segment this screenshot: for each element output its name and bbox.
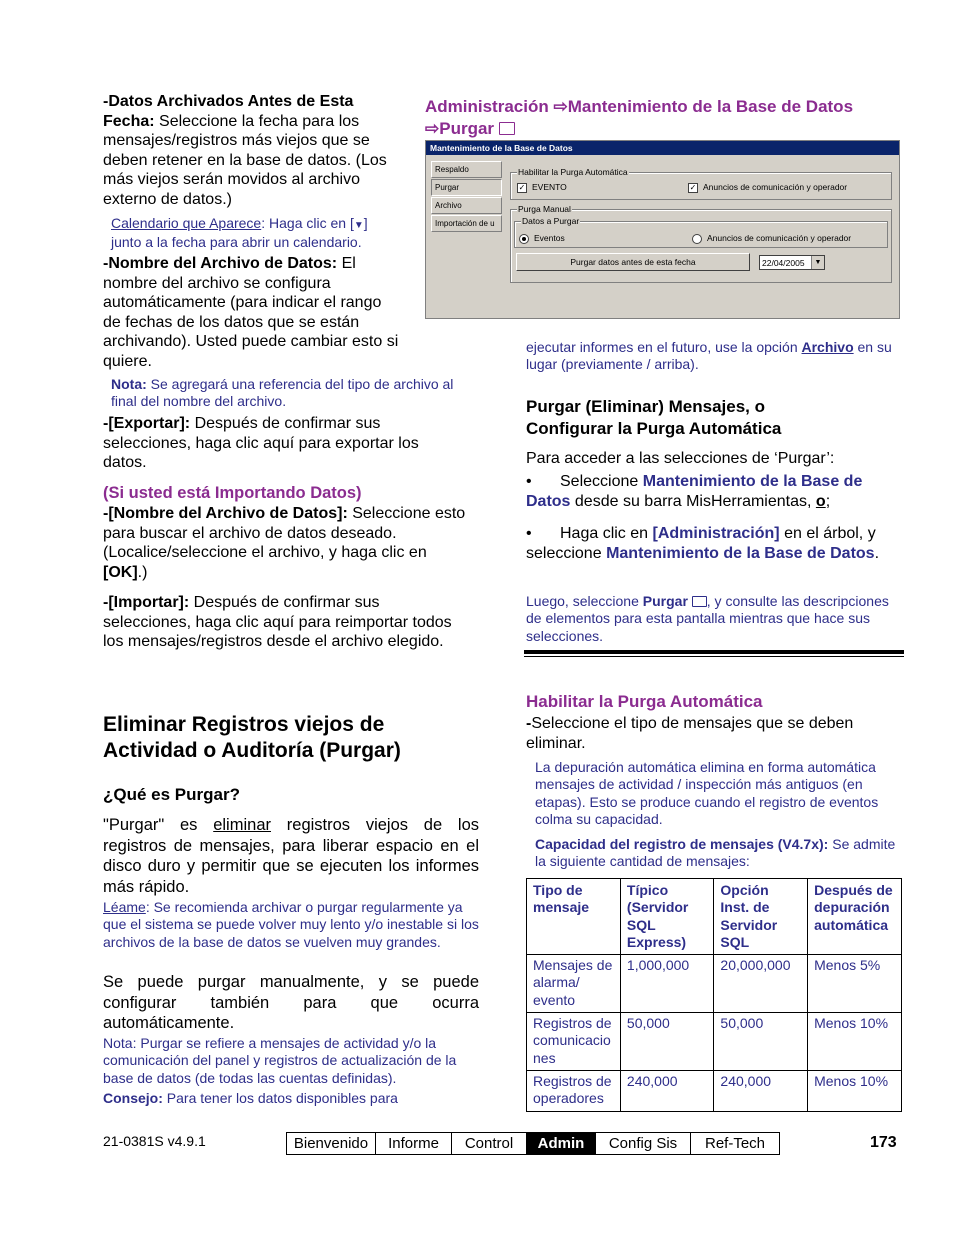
note-label: Nota: xyxy=(111,376,147,392)
note-text: , y consulte las descripciones de elementos para esta pantalla mientras que hace sus selecciones. xyxy=(526,593,889,644)
note-text: Para tener los datos disponibles para xyxy=(166,1090,398,1106)
path-maintenance: Mantenimiento de la Base de Datos xyxy=(567,97,854,116)
purge-option: Purgar xyxy=(642,593,688,609)
note-text: : Haga clic en [ xyxy=(261,215,354,231)
section-title: Eliminar Registros viejos de Actividad o Auditoría (Purgar) xyxy=(103,713,401,762)
section-divider xyxy=(524,650,904,654)
archive-link[interactable]: Archivo xyxy=(801,339,854,355)
access-bullet-2: • Haga clic en [Administración] en el árbol, y seleccione Mantenimiento de la Base de Datos. xyxy=(526,525,880,562)
arrow-right-icon: ⇨ xyxy=(425,119,440,138)
note-text: Se admite la siguiente cantidad de mensajes: xyxy=(535,836,896,870)
nav-welcome[interactable]: Bienvenido xyxy=(287,1133,376,1154)
tab-purge[interactable]: Purgar xyxy=(431,179,502,196)
table-cell: 240,000 xyxy=(714,1070,808,1111)
purge-scope-note: Nota: Purgar se refiere a mensajes de actividad y/o la comunicación del panel y registros de actualización de la base de datos (de todas las cuentas definidas). xyxy=(103,1035,457,1086)
folder-icon xyxy=(499,122,515,135)
definition-text: registros viejos de los registros de mensajes, para liberar espacio en el disco duro y permitir que se ejecuten los informes más rápido. xyxy=(103,816,479,896)
table-cell: Mensajes de alarma/ evento xyxy=(527,955,621,1013)
doc-id: 21-0381S v4.9.1 xyxy=(103,1133,206,1149)
db-maintenance-link[interactable]: Mantenimiento de la Base de Datos xyxy=(526,473,863,510)
field-description-end: .) xyxy=(137,563,148,581)
capacity-table xyxy=(526,878,902,1112)
field-file-name: -Nombre del Archivo de Datos: El nombre del archivo se configura automáticamente (para indicar el rango de fechas de los datos que se están archivando). Usted puede cambiar esto si quiere. xyxy=(103,255,399,370)
comm-checkbox[interactable] xyxy=(688,182,847,193)
field-label: [Nombre del Archivo de Datos]: xyxy=(108,505,348,522)
tip-label: Consejo: xyxy=(103,1090,163,1106)
table-row xyxy=(527,1013,902,1071)
access-intro: Para acceder a las selecciones de ‘Purgar’: xyxy=(526,450,835,467)
definition-emphasis: eliminar xyxy=(213,816,271,834)
table-row xyxy=(527,1070,902,1111)
bullet-text: en el árbol, y seleccione xyxy=(526,525,876,562)
date-select[interactable] xyxy=(759,255,825,270)
table-cell: 240,000 xyxy=(620,1070,714,1111)
tab-backup[interactable]: Respaldo xyxy=(431,161,502,178)
toolbar-option: o xyxy=(815,492,826,510)
table-header: Opción Inst. de Servidor SQL xyxy=(714,879,808,955)
radio-label: Anuncios de comunicación y operador xyxy=(707,233,852,243)
bullet-icon: • xyxy=(526,525,532,542)
field-label: Nombre del Archivo de Datos: xyxy=(108,255,338,272)
table-row xyxy=(527,955,902,1013)
field-description: El nombre del archivo se configura automáticamente (para indicar el rango de fechas de los datos que se están archivando). Usted puede cambiar esto si quiere. xyxy=(103,255,399,370)
manual-purge-label: Purga Manual xyxy=(518,204,571,214)
bullet-text: Seleccione xyxy=(560,473,639,490)
import-heading-text: (Si usted está Importando Datos) xyxy=(103,484,362,502)
field-label: Datos Archivados Antes de Esta Fecha: xyxy=(103,93,354,130)
table-cell: Registros de comunicacio nes xyxy=(527,1013,621,1071)
footer-nav xyxy=(286,1132,780,1155)
note-text: ejecutar informes en el futuro, use la opción xyxy=(526,339,798,355)
field-import-file: -[Nombre del Archivo de Datos]: Seleccione esto para buscar el archivo de datos deseado. (Localice/seleccione el archivo, y haga clic en [OK].) xyxy=(103,505,466,581)
table-cell: Registros de operadores xyxy=(527,1070,621,1111)
table-cell: Menos 10% xyxy=(808,1070,902,1111)
radio-label: Eventos xyxy=(534,233,565,243)
message-type-instruction: -Seleccione el tipo de mensajes que se deben eliminar. xyxy=(526,715,854,752)
ok-label: [OK] xyxy=(103,563,138,581)
auto-purge-note: La depuración automática elimina en forma automática mensajes de actividad / inspección más antiguos (en etapas). Esto se produce cuando el registro de eventos colma su capacidad. xyxy=(535,759,879,827)
field-description: Seleccione esto para buscar el archivo de datos deseado. (Localice/seleccione el archivo, y haga clic en xyxy=(103,505,466,562)
table-cell: 50,000 xyxy=(620,1013,714,1071)
date-value: 22/04/2005 xyxy=(762,258,805,268)
field-description: Después de confirmar sus selecciones, haga clic aquí para exportar los datos. xyxy=(103,415,419,472)
nav-ref-tech[interactable]: Ref-Tech xyxy=(704,1135,766,1152)
db-maintenance-window xyxy=(425,140,900,319)
archive-tip-continued xyxy=(526,339,896,374)
bullet-text: Haga clic en xyxy=(560,525,649,542)
heading-text: Habilitar la Purga Automática xyxy=(526,692,763,711)
readme-link[interactable]: Léame xyxy=(103,899,146,915)
check-icon: ✓ xyxy=(518,182,526,192)
section-divider-thin xyxy=(524,656,904,657)
admin-link[interactable]: [Administración] xyxy=(652,525,780,542)
readme-note xyxy=(103,899,481,951)
import-heading xyxy=(103,484,362,503)
table-cell: 50,000 xyxy=(714,1013,808,1071)
radio-selected-icon xyxy=(519,234,529,244)
folder-icon xyxy=(692,596,707,607)
window-title: Mantenimiento de la Base de Datos xyxy=(426,141,899,155)
path-admin: Administración xyxy=(425,97,549,116)
table-header-row xyxy=(527,879,902,955)
purge-definition xyxy=(103,815,479,897)
arrow-right-icon: ⇨ xyxy=(553,97,568,116)
checkbox-label: EVENTO xyxy=(532,182,567,192)
db-maintenance-link[interactable]: Mantenimiento de la Base de Datos xyxy=(606,544,875,562)
purge-heading: Purgar (Eliminar) Mensajes, o Configurar la Purga Automática xyxy=(526,397,782,438)
note-text: ] junto a la fecha para abrir un calendario. xyxy=(111,215,368,251)
tip-note xyxy=(103,1090,481,1107)
capacity-label: Capacidad del registro de mensajes (V4.7x): xyxy=(535,836,829,852)
enable-auto-purge-heading xyxy=(526,692,762,712)
what-is-purge-heading: ¿Qué es Purgar? xyxy=(103,785,240,804)
table-header: Típico (Servidor SQL Express) xyxy=(620,879,714,955)
note-text: Luego, seleccione xyxy=(526,593,639,609)
note-text: : Se recomienda archivar o purgar regularmente ya que el sistema se puede volver muy lento y/o inestable si los archivos de la base de datos se vuelven muy grandes. xyxy=(103,899,479,950)
event-checkbox[interactable] xyxy=(517,182,567,193)
table-header: Tipo de mensaje xyxy=(527,879,621,955)
purge-before-date-button[interactable]: Purgar datos antes de esta fecha xyxy=(516,253,750,271)
table-cell: Menos 10% xyxy=(808,1013,902,1071)
access-bullet-1: • Seleccione Mantenimiento de la Base de Datos desde su barra MisHerramientas, o; xyxy=(526,473,863,510)
data-to-purge-label: Datos a Purgar xyxy=(522,216,580,226)
events-radio[interactable] xyxy=(519,233,565,244)
auto-purge-label: Habilitar la Purga Automática xyxy=(518,167,628,177)
table-cell: 1,000,000 xyxy=(620,955,714,1013)
nav-control[interactable]: Control xyxy=(452,1133,527,1154)
radio-icon xyxy=(692,234,702,244)
nav-report[interactable]: Informe xyxy=(376,1133,452,1154)
table-cell: Menos 5% xyxy=(808,955,902,1013)
bullet-icon: • xyxy=(526,473,532,490)
menu-path xyxy=(425,96,865,140)
field-description: Después de confirmar sus selecciones, haga clic aquí para reimportar todos los mensajes/registros desde el archivo elegido. xyxy=(103,594,452,651)
table-cell: 20,000,000 xyxy=(714,955,808,1013)
comm-radio[interactable] xyxy=(692,233,851,244)
path-purge: Purgar xyxy=(439,119,495,138)
chevron-down-icon[interactable]: ▼ xyxy=(811,256,824,269)
chevron-down-icon: ▼ xyxy=(353,220,364,231)
purge-select-note xyxy=(526,593,904,645)
check-icon: ✓ xyxy=(689,182,697,192)
file-type-note xyxy=(111,376,479,411)
bullet-text: desde su barra MisHerramientas, xyxy=(574,492,812,510)
calendar-note xyxy=(111,215,401,252)
field-export: -[Exportar]: Después de confirmar sus selecciones, haga clic aquí para exportar los datos. xyxy=(103,415,419,472)
tab-archive[interactable]: Archivo xyxy=(431,197,502,214)
field-label: [Importar]: xyxy=(108,594,190,611)
definition-text: "Purgar" es xyxy=(103,816,198,834)
nav-config[interactable]: Config Sis xyxy=(596,1133,691,1154)
tab-import[interactable]: Importación de u xyxy=(431,215,502,232)
capacity-note xyxy=(535,836,897,871)
checkbox-label: Anuncios de comunicación y operador xyxy=(703,182,848,192)
note-text: en su lugar (previamente / arriba). xyxy=(526,339,892,373)
field-label: [Exportar]: xyxy=(108,415,191,432)
nav-admin[interactable]: Admin xyxy=(527,1133,596,1154)
instruction-text: Seleccione el tipo de mensajes que se deben eliminar. xyxy=(526,715,854,752)
field-archive-date: -Datos Archivados Antes de Esta Fecha: Seleccione la fecha para los mensajes/registros más viejos que se deben retener en la base de datos. (Los más viejos serán movidos al archivo externo de datos.) xyxy=(103,93,387,208)
calendar-link[interactable]: Calendario que Aparece xyxy=(111,215,262,231)
field-import: -[Importar]: Después de confirmar sus selecciones, haga clic aquí para reimportar todos los mensajes/registros desde el archivo elegido. xyxy=(103,594,452,651)
purge-methods: Se puede purgar manualmente, y se puede configurar también para que ocurra automáticamente. xyxy=(103,973,479,1032)
table-header: Después de depuración automática xyxy=(808,879,902,955)
field-description: Seleccione la fecha para los mensajes/registros más viejos que se deben retener en la base de datos. (Los más viejos serán movidos al archivo externo de datos.) xyxy=(103,112,387,208)
page-number: 173 xyxy=(870,1134,897,1151)
note-text: Se agregará una referencia del tipo de archivo al final del nombre del archivo. xyxy=(111,376,454,410)
